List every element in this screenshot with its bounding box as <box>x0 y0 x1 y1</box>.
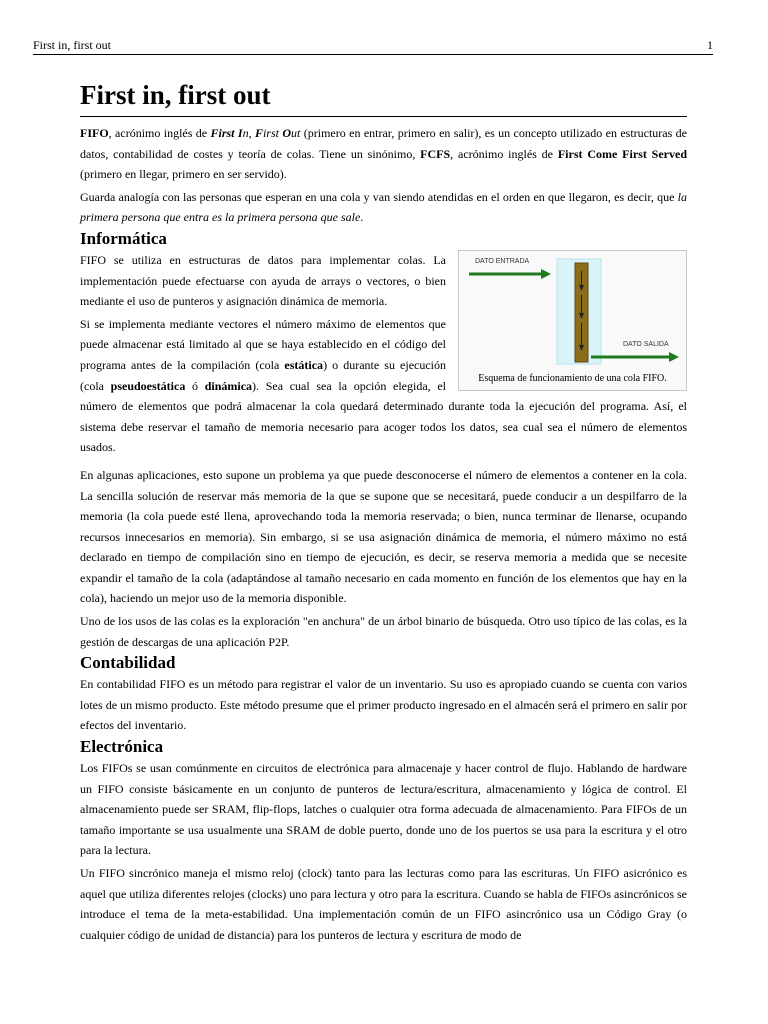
term-pseudoestatica: pseudoestática <box>110 378 186 393</box>
section-heading-electronica: Electrónica <box>80 737 164 757</box>
text-run: , <box>248 126 255 140</box>
text-run: (primero en entrar, primero en salir), es un concepto utilizado en estructuras de datos, contabilidad de costes y teoría de colas. Tiene un sinónimo, <box>80 126 688 161</box>
informatica-paragraph-4: Uno de los usos de las colas es la exploración "en anchura" de un árbol binario de búsqueda. Otro uso típico de las colas, es la gestión de descargas de una aplicación P2P. <box>80 614 687 649</box>
article-body <box>80 78 687 945</box>
term-dinamica: dinámica <box>204 378 253 393</box>
emphasis-text: la primera persona que entra es la primera persona que sale <box>80 189 687 225</box>
running-head <box>33 38 713 54</box>
text-run: Si se implementa mediante vectores el número máximo de elementos que puede almacenar está limitado al que se haya establecido en el código del programa antes de la compilación (cola <box>80 316 446 372</box>
informatica-paragraph-1: FIFO se utiliza en estructuras de datos para implementar colas. La implementación puede efectuarse con ayuda de arrays o vectores, o bien mediante el uso de punteros y asignación dinámica de memoria. <box>80 252 446 309</box>
electronica-paragraph-2: Un FIFO sincrónico maneja el mismo reloj (clock) tanto para las lecturas como para las escrituras. Un FIFO asicrónico es aquel que utiliza diferentes relojes (clocks) uno para lectura y otro para la escritura. Cuando se habla de FIFOs asincrónicos se introduce el tema de la meta-estabilidad. Una implementación común de un FIFO asincrónico usa un Código Gray (o cualquier código de unidad de distancia) para los punteros de lectura y escritura de modo de <box>80 866 687 942</box>
text-run: . <box>360 210 364 225</box>
term-letter-o: O <box>282 126 292 140</box>
header-rule <box>33 54 713 55</box>
term-first: First <box>210 126 238 140</box>
text-run: ). Sea cual sea la opción elegida, el número de elementos que podrá almacenar la cola quedará determinado durante toda la ejecución del programa. Así, el sistema debe reservar el tamaño de memoria necesario para acoger todos los datos, sea cual sea el número de elementos usados. <box>80 378 687 455</box>
text-run: Guarda analogía con las personas que esperan en una cola y van siendo atendidas en el orden en que llegaron, es decir, que <box>80 189 678 204</box>
electronica-paragraph-1: Los FIFOs se usan comúnmente en circuitos de electrónica para almacenaje y hacer control de flujo. Hablando de hardware un FIFO consiste básicamente en un conjunto de punteros de lectura/escritura, almacenamiento y lógica de control. El almacenamiento puede ser SRAM, flip-flops, latches o cualquier otra forma adecuada de almacenamiento. Para FIFOs de un tamaño importante se usa usualmente una SRAM de doble puerto, donde uno de los puertos se usa para la escritura y el otro para la lectura. <box>80 761 687 858</box>
text-run: ) o durante su ejecución (cola <box>80 357 447 393</box>
term-first-come-first-served: First Come First Served <box>557 146 687 161</box>
text-run: ut <box>291 126 301 140</box>
section-heading-informatica: Informática <box>80 228 167 248</box>
label-data-in: DATO ENTRADA <box>475 257 530 265</box>
informatica-paragraph-3: En algunas aplicaciones, esto supone un problema ya que puede desconocerse el número de elementos a contener en la cola. La sencilla solución de reservar más memoria de la que se supone que se necesitará, puede conducir a un despilfarro de la memoria (la cola puede esté llena, aprovechando toda la memoria reservada; o bien, nunca terminar de llenarse, ocupando recursos innecesarios en memoria). Sin embargo, si se usa asignación dinámica de memoria, el número máximo no está declarado en tiempo de compilación sino en tiempo de ejecución, es decir, se reserva memoria a medida que se necesite expandir el tamaño de la cola (adaptándose al tamaño necesario en cada momento en función de los elementos que hay en la cola), haciendo un mejor uso de la memoria disponible. <box>80 467 687 606</box>
page-number: 1 <box>707 38 713 52</box>
term-fcfs: FCFS <box>420 146 451 161</box>
text-run: irst <box>262 126 283 140</box>
figure-caption: Esquema de funcionamiento de una cola FIFO. <box>478 372 667 384</box>
label-data-out: DATO SALIDA <box>623 340 669 348</box>
output-arrow-head <box>669 352 679 362</box>
term-letter-i: I <box>237 126 243 140</box>
text-run: , acrónimo inglés de <box>108 126 211 140</box>
text-run: , acrónimo inglés de <box>450 146 558 161</box>
page-title: First in, first out <box>80 78 687 117</box>
running-head-title: First in, first out <box>33 38 112 52</box>
intro-paragraph <box>80 123 687 185</box>
fifo-diagram <box>459 251 686 390</box>
term-letter-f: F <box>254 126 263 140</box>
input-arrow-head <box>541 269 551 279</box>
fifo-diagram-figure <box>458 250 687 391</box>
text-run: ó <box>185 378 205 393</box>
term-estatica: estática <box>284 357 324 372</box>
section-heading-contabilidad: Contabilidad <box>80 653 176 673</box>
text-run: (primero en llegar, primero en ser servido). <box>80 167 287 182</box>
term-fifo: FIFO <box>80 126 109 140</box>
contabilidad-paragraph-1: En contabilidad FIFO es un método para registrar el valor de un inventario. Su uso es apropiado cuando se cuenta con varios lotes de un mismo producto. Este método presume que el primer producto ingresado en el almacén será el primero en salir por efectos del inventario. <box>80 677 687 733</box>
text-run: n <box>242 126 249 140</box>
intro-paragraph-2 <box>80 187 687 228</box>
